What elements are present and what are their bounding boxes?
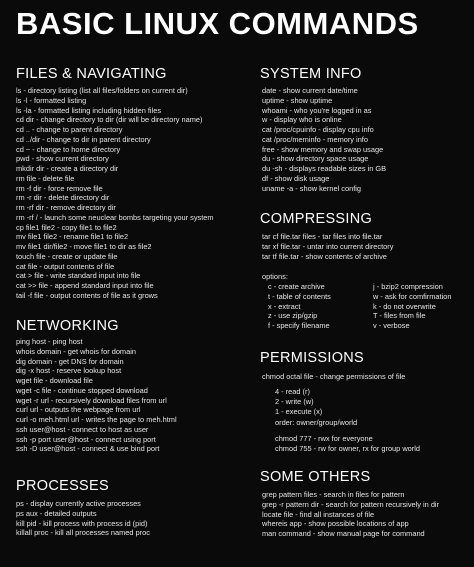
command-line: du - show directory space usage <box>262 154 369 164</box>
command-line: man command - show manual page for command <box>262 529 425 538</box>
command-line: whois domain - get whois for domain <box>16 346 136 356</box>
permission-value-line: 4 - read (r) <box>275 387 310 396</box>
option-line: t - table of contents <box>268 291 331 301</box>
command-line: grep pattern files - search in files for pattern <box>262 490 405 499</box>
permissions-intro: chmod octal file - change permissions of file <box>262 372 406 381</box>
command-line: rm -rf dir - remove directory dir <box>16 203 116 212</box>
option-line: c - create archive <box>268 282 325 291</box>
command-line: rm -rf / - launch some neuclear bombs targeting your system <box>16 212 214 222</box>
command-line: mv file1 dir/file2 - move file1 to dir as file2 <box>16 242 152 251</box>
permission-example-line: chmod 755 - rw for owner, rx for group world <box>275 443 420 453</box>
option-line: f - specify filename <box>268 321 330 330</box>
command-line: mv file1 file2 - rename file1 to file2 <box>16 232 129 242</box>
command-line: date - show current date/time <box>262 86 358 95</box>
compressing-options-left <box>268 282 331 331</box>
system-command-list <box>262 86 386 193</box>
command-line: wget -r url - recursively download files from url <box>16 395 167 405</box>
compressing-options-right <box>373 282 451 331</box>
command-line: tar xf file.tar - untar into current directory <box>262 241 394 251</box>
command-line: free - show memory and swap usage <box>262 144 384 154</box>
command-line: kill pid - kill process with process id (pid) <box>16 518 148 528</box>
processes-command-list <box>16 499 150 538</box>
command-line: ssh -p port user@host - connect using port <box>16 434 156 444</box>
command-line: cd ~ - change to home directory <box>16 144 121 154</box>
command-line: cat /proc/meminfo - memory info <box>262 134 368 144</box>
files-heading: FILES & NAVIGATING <box>16 66 167 82</box>
page-title: BASIC LINUX COMMANDS <box>16 6 419 41</box>
command-line: tar tf file.tar - show contents of archive <box>262 251 387 261</box>
option-line: v - verbose <box>373 321 410 330</box>
option-line: w - ask for comfirmation <box>373 291 452 301</box>
command-line: du -sh - displays readable sizes in GB <box>262 164 387 173</box>
command-line: cat /proc/cpuinfo - display cpu info <box>262 125 374 134</box>
compressing-command-list <box>262 232 393 261</box>
command-line: pwd - show current directory <box>16 154 109 164</box>
command-line: ls -la - formatted listing including hidden files <box>16 105 162 115</box>
command-line: dig -x host - reserve lookup host <box>16 366 122 376</box>
command-line: w - display who is online <box>262 115 342 125</box>
command-line: uptime - show uptime <box>262 95 333 105</box>
command-line: rm -r dir - delete directory dir <box>16 193 110 203</box>
permission-value-line: 1 - execute (x) <box>275 406 323 416</box>
command-line: curl url - outputs the webpage from url <box>16 405 141 415</box>
files-command-list <box>16 86 214 301</box>
option-line: z - use zip/gzip <box>268 311 318 321</box>
command-line: rm -f dir - force remove file <box>16 183 103 193</box>
compressing-options-label: options: <box>262 272 288 281</box>
command-line: curl -o meh.html url - writes the page to meh.html <box>16 415 177 424</box>
command-line: ssh -D user@host - connect & use bind port <box>16 444 160 454</box>
command-line: cp file1 file2 - copy file1 to file2 <box>16 222 117 232</box>
command-line: whoami - who you're logged in as <box>262 105 372 115</box>
command-line: df - show disk usage <box>262 173 330 183</box>
command-line: cd ../dir - change to dir in parent directory <box>16 134 151 144</box>
command-line: ps aux - detailed outputs <box>16 508 97 518</box>
command-line: dig domain - get DNS for domain <box>16 356 124 366</box>
command-line: grep -r pattern dir - search for pattern recursively in dir <box>262 499 440 509</box>
command-line: cat > file - write standard input into file <box>16 271 141 281</box>
option-line: x - extract <box>268 301 301 311</box>
processes-heading: PROCESSES <box>16 478 109 494</box>
command-line: cd .. - change to parent directory <box>16 125 123 134</box>
permissions-examples-list <box>275 434 420 454</box>
command-line: ls -l - formatted listing <box>16 95 87 105</box>
permissions-values-list <box>275 387 322 416</box>
others-command-list <box>262 490 439 539</box>
permission-example-line: chmod 777 - rwx for everyone <box>275 434 373 443</box>
command-line: wget file - download file <box>16 376 93 385</box>
command-line: uname -a - show kernel config <box>262 183 362 193</box>
command-line: touch file - create or update file <box>16 251 118 261</box>
option-line: T - files from file <box>373 311 426 321</box>
command-line: mkdir dir - create a directory dir <box>16 164 119 173</box>
command-line: rm file - delete file <box>16 173 75 183</box>
permissions-order: order: owner/group/world <box>275 418 358 427</box>
option-line: j - bzip2 compression <box>373 282 443 291</box>
command-line: wget -c file - continue stopped download <box>16 385 148 395</box>
command-line: ps - display currently active processes <box>16 499 141 508</box>
command-line: killall proc - kill all processes named proc <box>16 528 150 538</box>
command-line: ssh user@host - connect to host as user <box>16 424 149 434</box>
command-line: ls - directory listing (list all files/folders on current dir) <box>16 86 188 95</box>
compressing-heading: COMPRESSING <box>260 211 373 227</box>
command-line: ping host - ping host <box>16 337 83 346</box>
command-line: cat >> file - append standard input into file <box>16 281 154 290</box>
networking-heading: NETWORKING <box>16 318 119 334</box>
others-heading: SOME OTHERS <box>260 469 371 485</box>
networking-command-list <box>16 337 177 454</box>
command-line: tail -f file - output contents of file as it grows <box>16 290 158 300</box>
command-line: whereis app - show possible locations of app <box>262 519 409 529</box>
command-line: tar cf file.tar files - tar files into file.tar <box>262 232 383 241</box>
option-line: k - do not overwrite <box>373 301 436 311</box>
permission-value-line: 2 - write (w) <box>275 396 314 406</box>
permissions-heading: PERMISSIONS <box>260 350 365 366</box>
command-line: locate file - find all instances of file <box>262 509 375 519</box>
command-line: cd dir - change directory to dir (dir will be directory name) <box>16 115 203 125</box>
command-line: cat file - output contents of file <box>16 261 115 271</box>
system-heading: SYSTEM INFO <box>260 66 362 82</box>
